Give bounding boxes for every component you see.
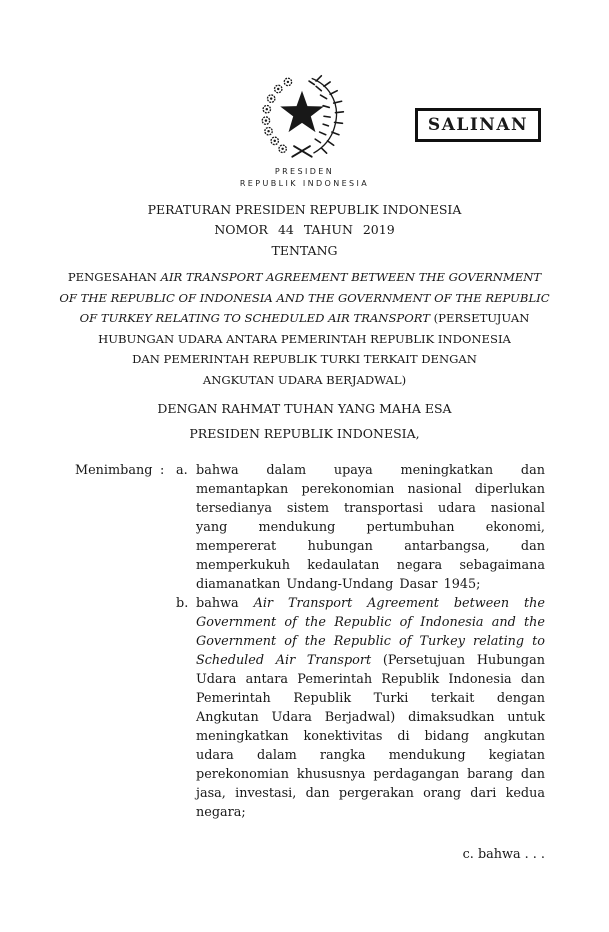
subject-line: PENGESAHAN AIR TRANSPORT AGREEMENT BETWEEN THE GOVERNMENT xyxy=(67,270,542,284)
subject-title xyxy=(0,267,609,391)
invocation-line: DENGAN RAHMAT TUHAN YANG MAHA ESA xyxy=(157,400,452,416)
subject-line: DAN PEMERINTAH REPUBLIK TURKI TERKAIT DENGAN xyxy=(132,352,477,367)
subject-line: ANGKUTAN UDARA BERJADWAL) xyxy=(202,372,407,387)
letterhead-presiden: PRESIDEN xyxy=(274,167,335,176)
authority-line: PRESIDEN REPUBLIK INDONESIA, xyxy=(189,425,420,441)
considering-item xyxy=(176,461,545,594)
regulation-number: NOMOR 44 TAHUN 2019 xyxy=(214,222,395,237)
subject-line: OF THE REPUBLIC OF INDONESIA AND THE GOVERNMENT OF THE REPUBLIC xyxy=(59,290,550,305)
regulation-title: PERATURAN PRESIDEN REPUBLIK INDONESIA xyxy=(147,202,462,217)
considering-section xyxy=(0,461,609,822)
letterhead-republik-indonesia: REPUBLIK INDONESIA xyxy=(239,178,370,188)
subject-line: OF TURKEY RELATING TO SCHEDULED AIR TRANSPORT (PERSETUJUAN xyxy=(79,311,530,326)
considering-items xyxy=(176,461,545,822)
salinan-stamp xyxy=(415,108,541,142)
subject-line: HUBUNGAN UDARA ANTARA PEMERINTAH REPUBLIK INDONESIA xyxy=(98,331,511,346)
considering-colon: : xyxy=(160,462,165,478)
catchword: c. bahwa . . . xyxy=(462,846,545,862)
item-text: bahwa Air Transport Agreement between the Government of the Republic of Indonesia and the Government of the Republic of Turkey relating to Scheduled Air Transport (Persetujuan Hubungan Udara antara Pemerintah Republik Indonesia dan Pemerintah Republik Turki terkait dengan Angkutan Udara Berjadwal) dimaksudkan untuk meningkatkan konektivitas di bidang angkutan udara dalam rangka mendukung kegiatan perekonomian khususnya perdagangan barang dan jasa, investasi, dan pergerakan orang dari kedua negara; xyxy=(196,595,545,820)
item-text: bahwa dalam upaya meningkatkan dan memantapkan perekonomian nasional diperlukan tersedianya sistem transportasi udara nasional yang mendukung pertumbuhan ekonomi, mempererat hubungan antarbangsa, dan memperkukuh kedaulatan negara sebagaimana diamanatkan Undang-Undang Dasar 1945; xyxy=(196,462,545,592)
tentang-label: TENTANG xyxy=(271,243,338,258)
salinan-stamp-label: SALINAN xyxy=(427,115,529,135)
item-marker: b. xyxy=(176,595,189,611)
presidential-seal-icon xyxy=(258,70,346,166)
star-glyph xyxy=(280,91,323,132)
considering-item xyxy=(176,594,545,822)
item-marker: a. xyxy=(176,462,188,478)
considering-label: Menimbang xyxy=(75,462,153,478)
letterhead xyxy=(0,166,609,189)
